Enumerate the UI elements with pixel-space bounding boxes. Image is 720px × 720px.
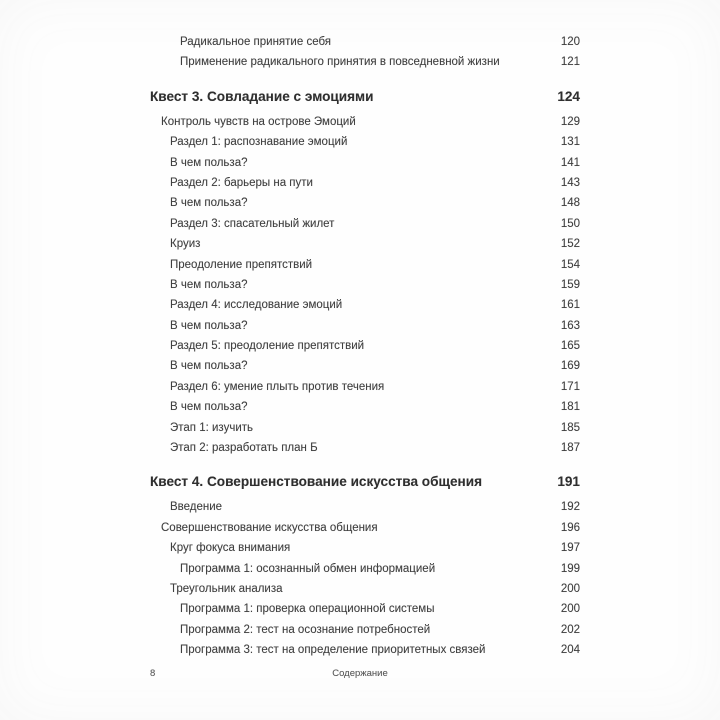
toc-entry-label: Программа 3: тест на определение приоритетных связей xyxy=(180,644,486,657)
toc-entry xyxy=(150,238,580,258)
toc-entry-page: 171 xyxy=(560,380,580,393)
toc-quest-heading xyxy=(150,474,580,496)
toc-entry-page: 152 xyxy=(560,238,580,251)
toc-entry xyxy=(150,522,580,542)
toc-entry-label: В чем польза? xyxy=(170,319,248,332)
toc-entry xyxy=(150,116,580,136)
toc-entry xyxy=(150,624,580,644)
toc-entry xyxy=(150,320,580,340)
toc-entry xyxy=(150,401,580,421)
toc-entry-page: 165 xyxy=(560,340,580,353)
toc-entry-label: Применение радикального принятия в повседневной жизни xyxy=(180,56,500,69)
toc-entry xyxy=(150,563,580,583)
toc-entry xyxy=(150,340,580,360)
toc-entry-label: Треугольник анализа xyxy=(170,582,283,595)
toc-entry xyxy=(150,197,580,217)
toc-entry-page: 199 xyxy=(560,562,580,575)
toc-entry-page: 148 xyxy=(560,197,580,210)
toc-entry xyxy=(150,360,580,380)
toc-entry-page: 204 xyxy=(560,644,580,657)
toc-entry xyxy=(150,542,580,562)
toc-entry-page: 187 xyxy=(560,442,580,455)
toc-entry-label: Программа 1: осознанный обмен информацией xyxy=(180,562,436,575)
toc-entry-page: 200 xyxy=(560,582,580,595)
toc-entry-page: 197 xyxy=(560,542,580,555)
toc-entry-label: Этап 1: изучить xyxy=(170,421,253,434)
toc-entry xyxy=(150,603,580,623)
toc-entry-label: Раздел 4: исследование эмоций xyxy=(170,299,343,312)
toc-entry-label: Контроль чувств на острове Эмоций xyxy=(161,115,356,128)
toc-entry xyxy=(150,218,580,238)
toc-entry-label: Совершенствование искусства общения xyxy=(161,521,378,534)
toc-entry-label: В чем польза? xyxy=(170,401,248,414)
toc-entry-label: Радикальное принятие себя xyxy=(180,36,332,48)
toc-entry-page: 143 xyxy=(560,176,580,189)
toc-entry xyxy=(150,56,580,76)
toc-entry-page: 196 xyxy=(560,521,580,534)
toc-entry-label: Круг фокуса внимания xyxy=(170,542,291,555)
toc-entry xyxy=(150,583,580,603)
toc-entry xyxy=(150,501,580,521)
toc-entry xyxy=(150,299,580,319)
toc-entry-page: 131 xyxy=(560,136,580,149)
toc-entry-page: 154 xyxy=(560,258,580,271)
toc-entry xyxy=(150,136,580,156)
toc-entry-label: Программа 2: тест на осознание потребностей xyxy=(180,623,431,636)
toc-entry-label: Раздел 1: распознавание эмоций xyxy=(170,136,348,149)
toc-entry xyxy=(150,177,580,197)
toc-entry-page: 191 xyxy=(557,474,580,490)
toc-entry-label: Раздел 5: преодоление препятствий xyxy=(170,340,365,353)
toc-entry-label: Раздел 3: спасательный жилет xyxy=(170,217,335,230)
toc-entry xyxy=(150,644,580,664)
toc-entry-label: Квест 3. Совладание с эмоциями xyxy=(150,88,374,104)
footer-section-title: Содержание xyxy=(332,668,388,679)
toc-entry-page: 120 xyxy=(560,36,580,48)
toc-entry-page: 200 xyxy=(560,603,580,616)
toc-entry xyxy=(150,157,580,177)
toc-entry-label: В чем польза? xyxy=(170,156,248,169)
toc-entry-label: Раздел 6: умение плыть против течения xyxy=(170,380,385,393)
toc-entry-page: 185 xyxy=(560,421,580,434)
toc-entry-page: 129 xyxy=(560,115,580,128)
toc-entry xyxy=(150,259,580,279)
toc-entry-label: В чем польза? xyxy=(170,360,248,373)
toc-entry xyxy=(150,279,580,299)
page-footer xyxy=(0,668,720,682)
toc-entry-page: 159 xyxy=(560,278,580,291)
toc-entry-page: 161 xyxy=(560,299,580,312)
toc-entry-page: 169 xyxy=(560,360,580,373)
toc-entry-label: Введение xyxy=(170,501,223,514)
footer-page-number: 8 xyxy=(150,668,156,679)
toc-entry-page: 192 xyxy=(560,501,580,514)
toc-entry xyxy=(150,36,580,56)
toc-quest-heading xyxy=(150,89,580,111)
toc-entry-label: Раздел 2: барьеры на пути xyxy=(170,176,313,189)
toc-entry xyxy=(150,442,580,462)
toc-entry-label: В чем польза? xyxy=(170,197,248,210)
toc-entry xyxy=(150,381,580,401)
toc-entry-label: Квест 4. Совершенствование искусства общения xyxy=(150,474,483,490)
toc-entry xyxy=(150,422,580,442)
toc-entry-page: 181 xyxy=(560,401,580,414)
toc-entry-label: Круиз xyxy=(170,238,201,251)
toc-entry-page: 150 xyxy=(560,217,580,230)
table-of-contents xyxy=(150,36,580,665)
toc-entry-label: Преодоление препятствий xyxy=(170,258,313,271)
toc-entry-page: 121 xyxy=(560,56,580,69)
toc-entry-page: 202 xyxy=(560,623,580,636)
toc-entry-page: 124 xyxy=(557,88,580,104)
toc-entry-page: 163 xyxy=(560,319,580,332)
toc-entry-page: 141 xyxy=(560,156,580,169)
toc-entry-label: Этап 2: разработать план Б xyxy=(170,442,318,455)
toc-entry-label: Программа 1: проверка операционной системы xyxy=(180,603,435,616)
toc-entry-label: В чем польза? xyxy=(170,278,248,291)
